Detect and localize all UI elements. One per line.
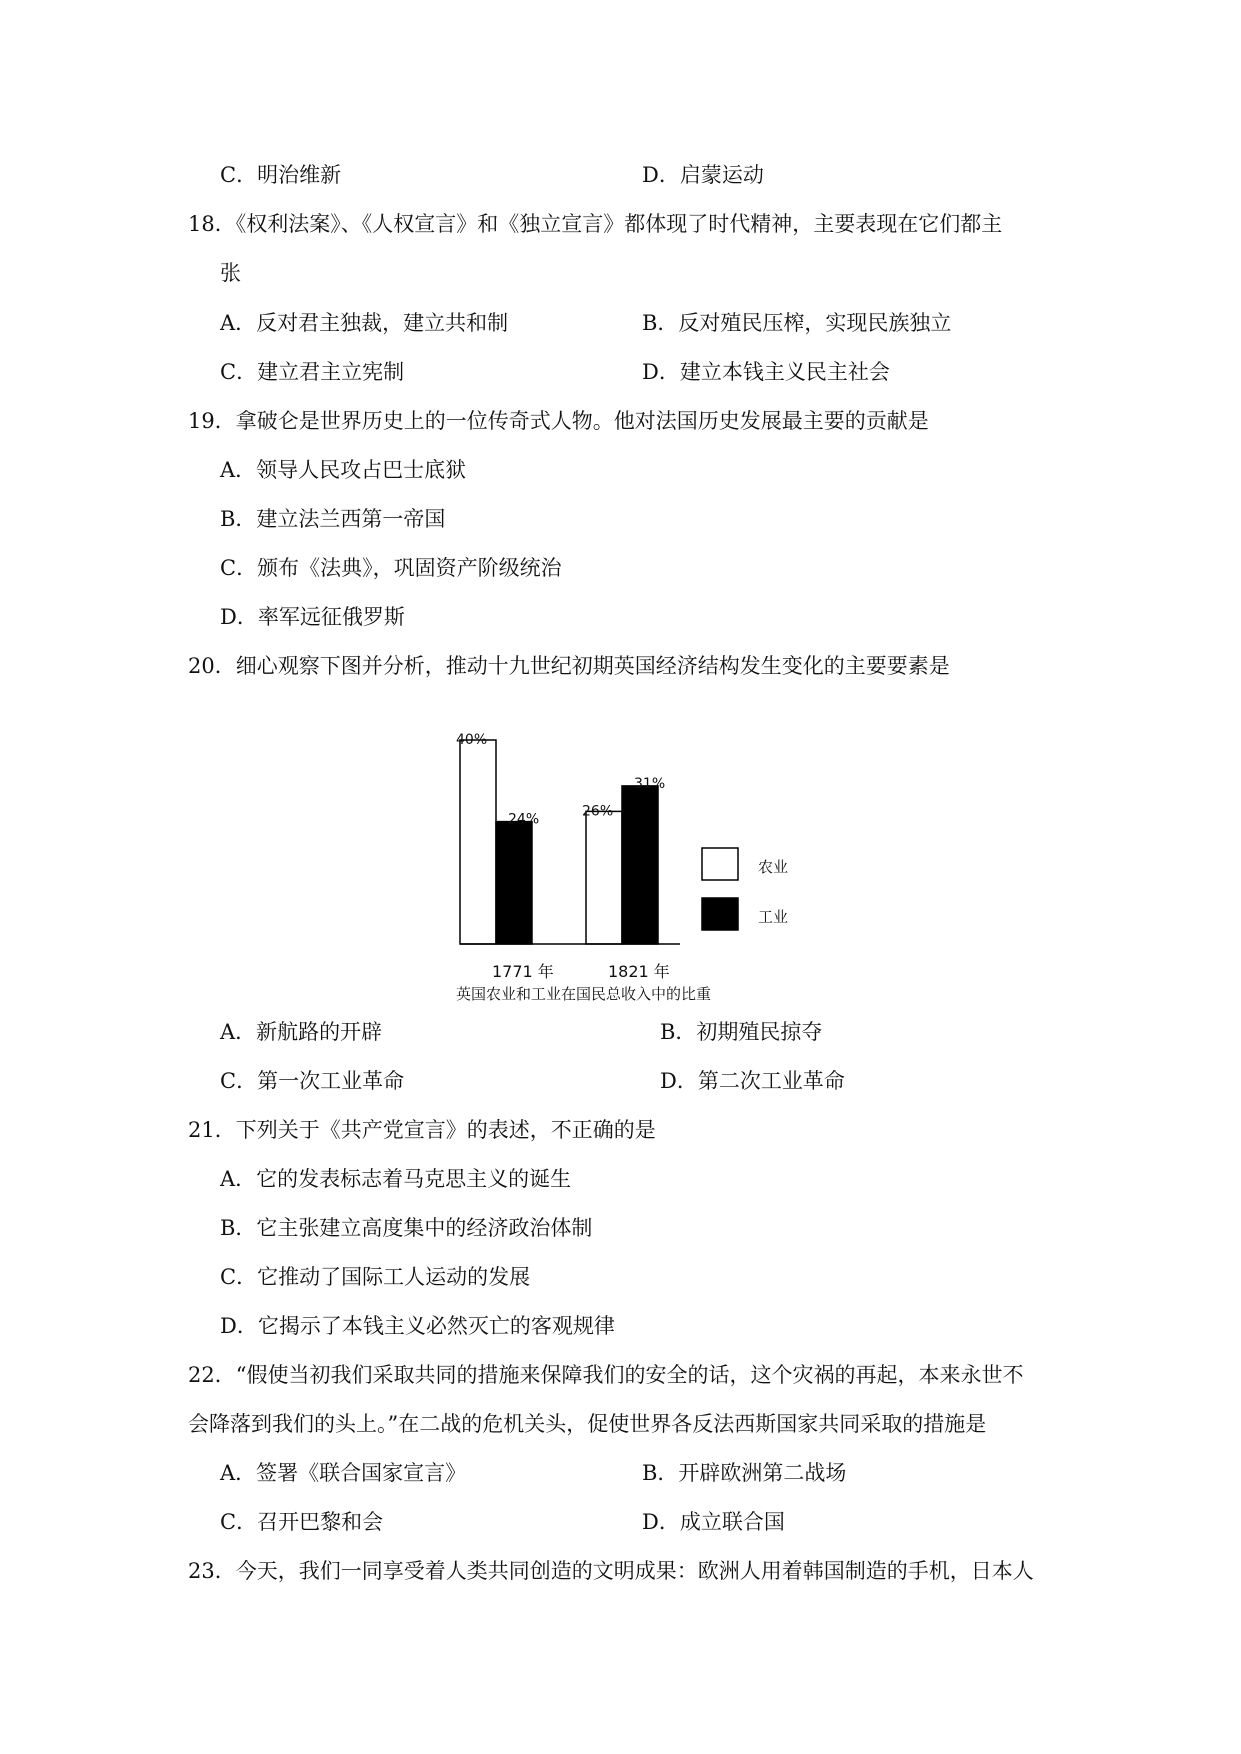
- q20-stem: 20．细心观察下图并分析，推动十九世纪初期英国经济结构发生变化的主要要素是: [188, 654, 950, 678]
- bar-value-label-industry-0: 24%: [508, 811, 540, 828]
- chart-caption: 英国农业和工业在国民总收入中的比重: [456, 985, 712, 1003]
- q18-option-b: B．反对殖民压榨，实现民族独立: [642, 311, 952, 335]
- q21-option-a: A．它的发表标志着马克思主义的诞生: [220, 1167, 572, 1191]
- q18-option-d: D．建立本钱主义民主社会: [642, 360, 890, 384]
- q21-option-d: D．它揭示了本钱主义必然灭亡的客观规律: [220, 1314, 615, 1338]
- bar-agriculture-1: [586, 811, 622, 944]
- q18-option-a: A．反对君主独裁，建立共和制: [220, 311, 509, 335]
- bar-industry-0: [496, 822, 532, 944]
- q20-option-b: B．初期殖民掠夺: [660, 1020, 823, 1044]
- q20-bar-chart: [440, 694, 820, 1014]
- q22-option-a: A．签署《联合国家宣言》: [220, 1461, 467, 1485]
- legend-label-industry: 工业: [758, 908, 789, 926]
- x-tick-label-1821: 1821 年: [608, 962, 670, 981]
- x-tick-label-1771: 1771 年: [492, 962, 554, 981]
- q18-stem-line-2: 张: [220, 261, 241, 285]
- q22-option-b: B．开辟欧洲第二战场: [642, 1461, 847, 1485]
- q22-stem-line-2: 会降落到我们的头上。”在二战的危机关头，促使世界各反法西斯国家共同采取的措施是: [188, 1412, 987, 1436]
- q22-option-c: C．召开巴黎和会: [220, 1510, 384, 1534]
- legend-swatch-agriculture: [702, 848, 738, 880]
- q22-stem-line-1: 22．“假使当初我们采取共同的措施来保障我们的安全的话，这个灾祸的再起，本来永世不: [188, 1363, 1024, 1387]
- legend-swatch-industry: [702, 898, 738, 930]
- q17-option-c: C．明治维新: [220, 163, 342, 187]
- q23-stem-line-1: 23．今天，我们一同享受着人类共同创造的文明成果：欧洲人用着韩国制造的手机，日本人: [188, 1559, 1034, 1583]
- bar-industry-1: [622, 786, 658, 944]
- q21-option-c: C．它推动了国际工人运动的发展: [220, 1265, 531, 1289]
- bar-value-label-agriculture-0: 40%: [456, 732, 488, 748]
- q20-option-d: D．第二次工业革命: [660, 1069, 845, 1093]
- q21-option-b: B．它主张建立高度集中的经济政治体制: [220, 1216, 593, 1240]
- bar-value-label-industry-1: 31%: [634, 775, 666, 792]
- q19-option-c: C．颁布《法典》，巩固资产阶级统治: [220, 556, 562, 580]
- q19-option-b: B．建立法兰西第一帝国: [220, 507, 446, 531]
- q22-option-d: D．成立联合国: [642, 1510, 785, 1534]
- bar-value-label-agriculture-1: 26%: [582, 803, 614, 820]
- bars-layer: [460, 740, 658, 944]
- q20-option-c: C．第一次工业革命: [220, 1069, 405, 1093]
- q18-stem-line-1: 18．《权利法案》、《人权宣言》和《独立宣言》都体现了时代精神，主要表现在它们都主: [188, 212, 1003, 236]
- legend-label-agriculture: 农业: [758, 858, 789, 876]
- q19-stem: 19．拿破仑是世界历史上的一位传奇式人物。他对法国历史发展最主要的贡献是: [188, 409, 929, 433]
- q19-option-d: D．率军远征俄罗斯: [220, 605, 405, 629]
- q20-option-a: A．新航路的开辟: [220, 1020, 383, 1044]
- q19-option-a: A．领导人民攻占巴士底狱: [220, 458, 467, 482]
- q18-option-c: C．建立君主立宪制: [220, 360, 405, 384]
- bar-agriculture-0: [460, 740, 496, 944]
- q21-stem: 21．下列关于《共产党宣言》的表述，不正确的是: [188, 1118, 656, 1142]
- q17-option-d: D．启蒙运动: [642, 163, 764, 187]
